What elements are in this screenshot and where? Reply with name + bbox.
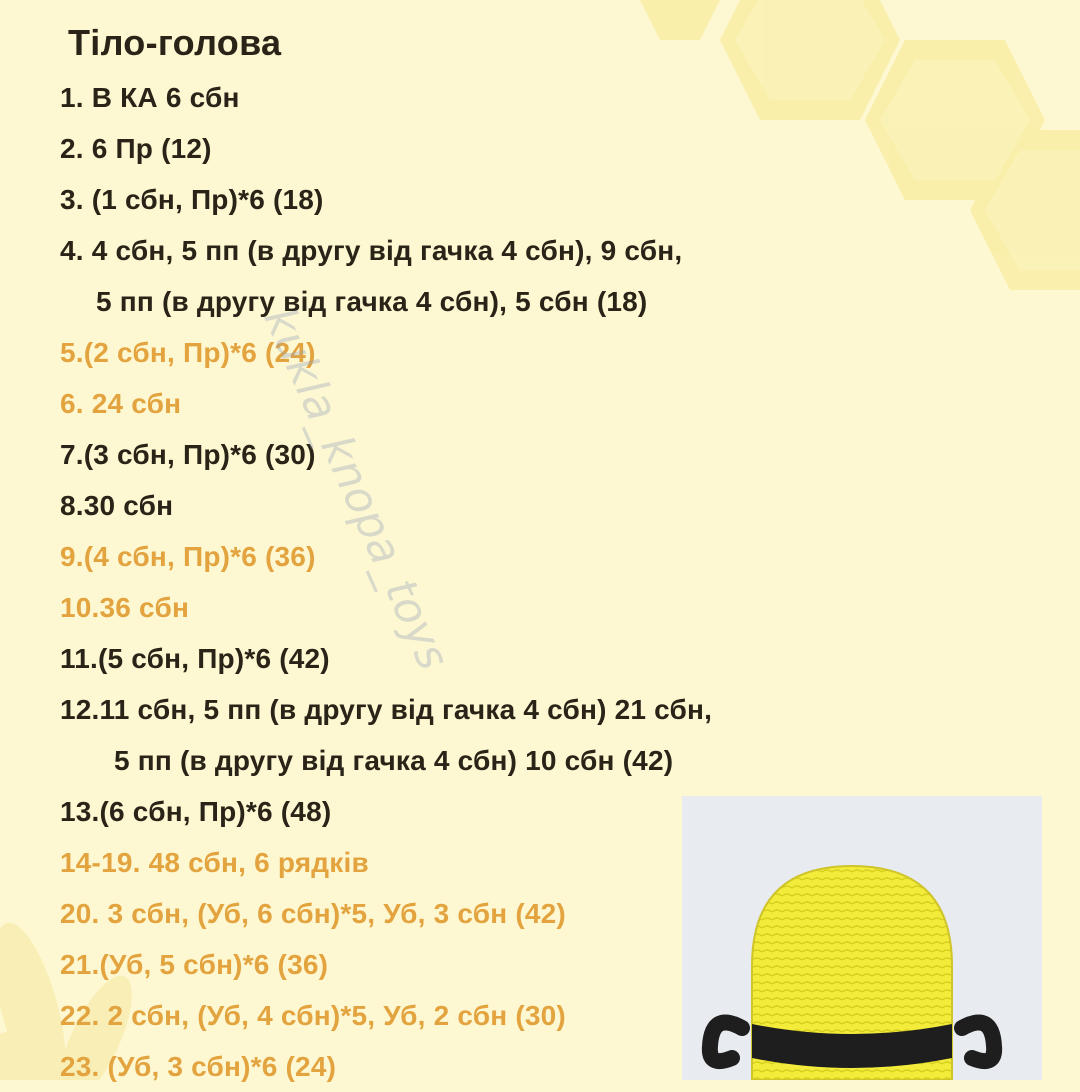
watermark: kukla_knopa_toys <box>253 300 459 678</box>
list-item: 20. 3 сбн, (Уб, 6 сбн)*5, Уб, 3 сбн (42) <box>60 898 566 929</box>
list-item: 21.(Уб, 5 сбн)*6 (36) <box>60 949 329 980</box>
list-item: 3. (1 сбн, Пр)*6 (18) <box>60 184 324 215</box>
list-item: 2. 6 Пр (12) <box>60 133 212 164</box>
list-item: 14-19. 48 сбн, 6 рядків <box>60 847 369 878</box>
page-title: Тіло-голова <box>68 22 282 63</box>
list-item: 1. В КА 6 сбн <box>60 82 240 113</box>
list-item: 13.(6 сбн, Пр)*6 (48) <box>60 796 332 827</box>
list-item: 7.(3 сбн, Пр)*6 (30) <box>60 439 316 470</box>
list-item: 9.(4 сбн, Пр)*6 (36) <box>60 541 316 572</box>
list-item: 12.11 сбн, 5 пп (в другу від гачка 4 сбн) 21 сбн, <box>60 694 713 725</box>
list-item: 5 пп (в другу від гачка 4 сбн), 5 сбн (18) <box>96 286 648 317</box>
list-item: 11.(5 сбн, Пр)*6 (42) <box>60 643 330 674</box>
list-item: 8.30 сбн <box>60 490 174 521</box>
list-item: 6. 24 сбн <box>60 388 182 419</box>
crochet-bee-head-image <box>682 796 1042 1080</box>
list-item: 10.36 сбн <box>60 592 190 623</box>
list-item: 22. 2 сбн, (Уб, 4 сбн)*5, Уб, 2 сбн (30) <box>60 1000 566 1031</box>
list-item: 23. (Уб, 3 сбн)*6 (24) <box>60 1051 337 1082</box>
list-item: 5.(2 сбн, Пр)*6 (24) <box>60 337 316 368</box>
list-item: 5 пп (в другу від гачка 4 сбн) 10 сбн (42) <box>114 745 674 776</box>
crochet-toy-photo <box>682 796 1042 1080</box>
list-item: 4. 4 сбн, 5 пп (в другу від гачка 4 сбн), 9 сбн, <box>60 235 683 266</box>
